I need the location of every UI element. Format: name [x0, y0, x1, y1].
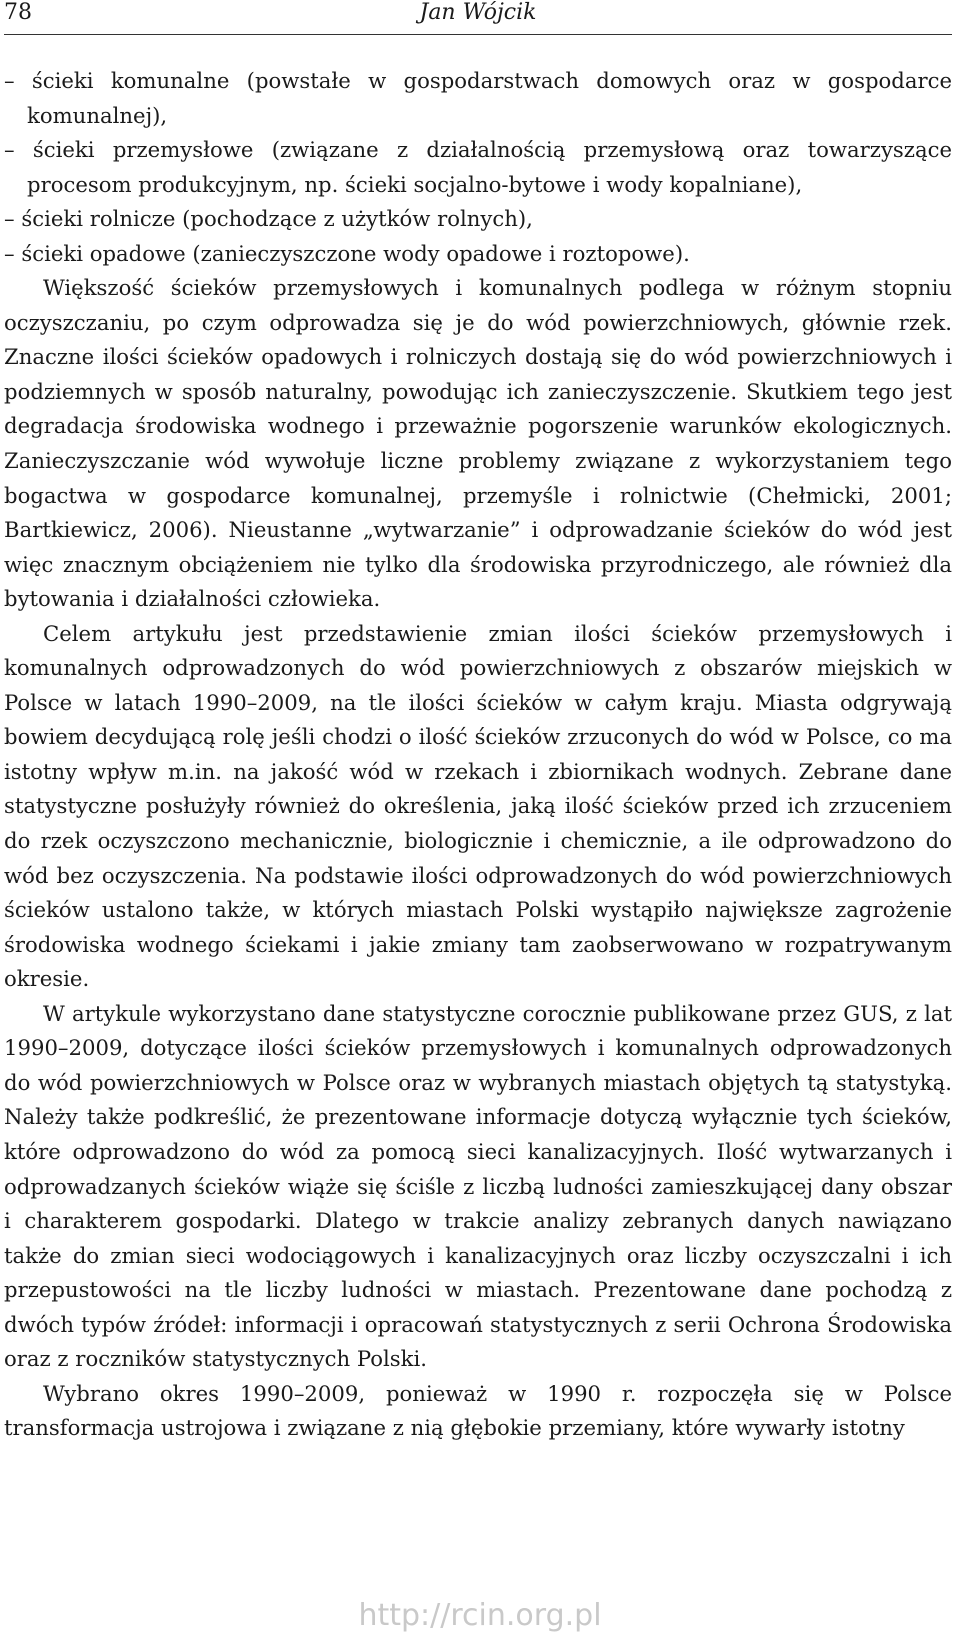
paragraph-period: Wybrano okres 1990–2009, ponieważ w 1990 r. rozpoczęła się w Polsce transformacja ustrojowa i związane z nią głębokie przemiany, które wywarły istotny: [4, 1380, 952, 1441]
list-item-municipal-sewage: – ścieki komunalne (powstałe w gospodarstwach domowych oraz w gospodarce komunalnej),: [4, 68, 952, 128]
document-body: [4, 64, 952, 1446]
list-item-industrial-sewage: – ścieki przemysłowe (związane z działalnością przemysłową oraz towarzyszące procesom produkcyjnym, np. ścieki socjalno-bytowe i wody kopalniane),: [4, 137, 952, 197]
list-item-rainwater-sewage: – ścieki opadowe (zanieczyszczone wody opadowe i roztopowe).: [4, 240, 690, 266]
page-header: [4, 0, 952, 35]
list-item-agricultural-sewage: – ścieki rolnicze (pochodzące z użytków rolnych),: [4, 206, 533, 232]
page-number: 78: [4, 0, 32, 25]
paragraph-article-aim: Celem artykułu jest przedstawienie zmian ilości ścieków przemysłowych i komunalnych odprowadzonych do wód powierzchniowych z obszarów miejskich w Polsce w latach 1990–2009, na tle ilości ścieków w całym kraju. Miasta odgrywają bowiem decydującą rolę jeśli chodzi o ilość ścieków zrzuconych do wód w Polsce, co ma istotny wpływ m.in. na jakość wód w rzekach i zbiornikach wodnych. Zebrane dane statystyczne posłużyły również do określenia, jaką ilość ścieków przed ich zrzuceniem do rzek oczyszczono mechanicznie, biologicznie i chemicznie, a ile odprowadzono do wód bez oczyszczenia. Na podstawie ilości odprowadzonych do wód powierzchniowych ścieków ustalono także, w których miastach Polski wystąpiło największe zagrożenie środowiska wodnego ściekami i jakie zmiany tam zaobserwowano w rozpatrywanym okresie.: [4, 620, 952, 992]
paragraph-pollution: Większość ścieków przemysłowych i komunalnych podlega w różnym stopniu oczyszczaniu, po czym odprowadza się je do wód powierzchniowych, głównie rzek. Znaczne ilości ścieków opadowych i rolniczych dostają się do wód powierzchniowych i podziemnych w sposób naturalny, powodując ich zanieczyszczenie. Skutkiem tego jest degradacja środowiska wodnego i przeważnie pogorszenie warunków ekologicznych. Zanieczyszczanie wód wywołuje liczne problemy związane z wykorzystaniem tego bogactwa w gospodarce komunalnej, przemyśle i rolnictwie (Chełmicki, 2001; Bartkiewicz, 2006). Nieustanne „wytwarzanie” i odprowadzanie ścieków do wód jest więc znacznym obciążeniem nie tylko dla środowiska przyrodniczego, ale również dla bytowania i działalności człowieka.: [4, 275, 952, 612]
watermark-url: http://rcin.org.pl: [358, 1598, 602, 1633]
paragraph-data-sources: W artykule wykorzystano dane statystyczne corocznie publikowane przez GUS, z lat 1990–2009, dotyczące ilości ścieków przemysłowych i komunalnych odprowadzonych do wód powierzchniowych w Polsce oraz w wybranych miastach objętych tą statystyką. Należy także podkreślić, że prezentowane informacje dotyczą wyłącznie tych ścieków, które odprowadzono do wód za pomocą sieci kanalizacyjnych. Ilość wytwarzanych i odprowadzanych ścieków wiąże się ściśle z liczbą ludności zamieszkującej dany obszar i charakterem gospodarki. Dlatego w trakcie analizy zebranych danych nawiązano także do zmian sieci wodociągowych i kanalizacyjnych oraz liczby oczyszczalni i ich przepustowości na tle liczby ludności w miastach. Prezentowane dane pochodzą z dwóch typów źródeł: informacji i opracowań statystycznych z serii Ochrona Środowiska oraz z roczników statystycznych Polski.: [4, 1000, 952, 1372]
document-page: [4, 0, 952, 1441]
running-head-author: Jan Wójcik: [419, 0, 537, 25]
